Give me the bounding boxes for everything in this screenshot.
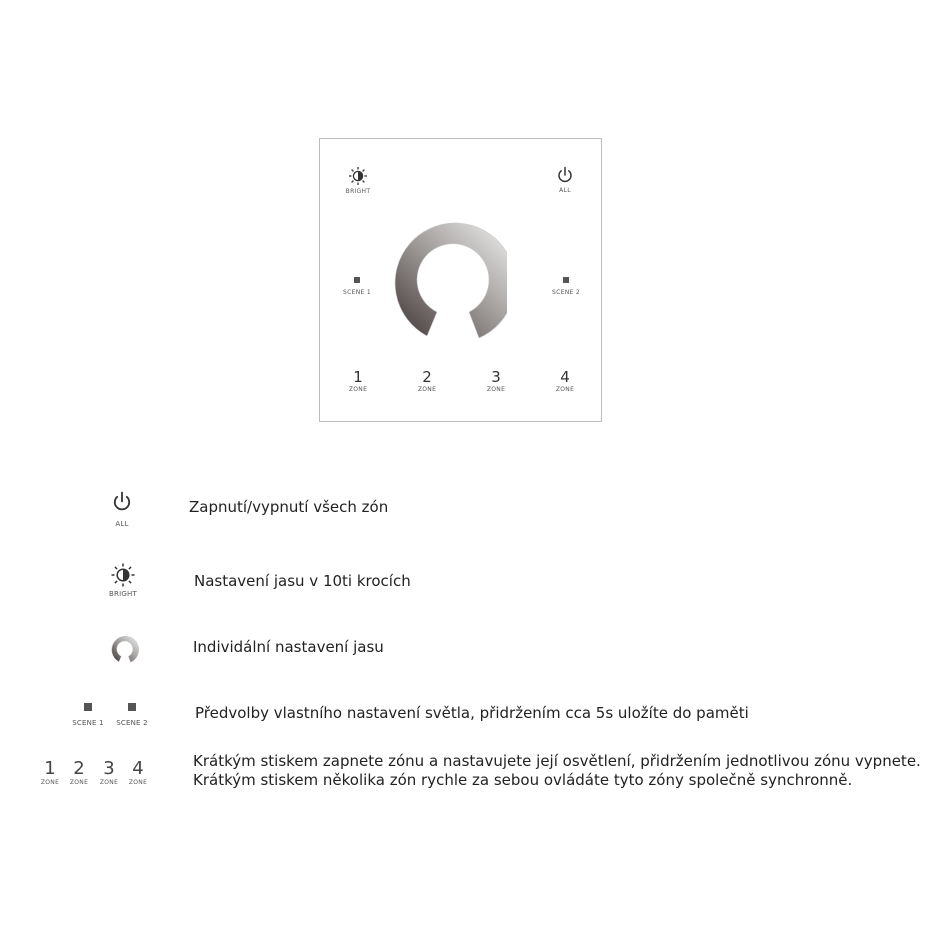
legend-scene2-square xyxy=(128,703,136,711)
legend-zone-label: ZONE xyxy=(128,779,148,786)
legend-zone-number: 1 xyxy=(44,758,56,779)
zone-label: ZONE xyxy=(417,386,437,393)
zone-button-2[interactable] xyxy=(414,368,440,393)
zone-number: 4 xyxy=(560,368,570,386)
legend-bright-label: BRIGHT xyxy=(109,590,137,598)
all-label: ALL xyxy=(559,187,571,194)
zone-button-1[interactable] xyxy=(345,368,371,393)
bright-label: BRIGHT xyxy=(345,188,371,195)
legend-zone-number: 4 xyxy=(132,758,144,779)
power-icon xyxy=(555,165,575,185)
scene1-label: SCENE 1 xyxy=(343,289,371,296)
legend-scene1-square xyxy=(84,703,92,711)
legend-zones-line1: Krátkým stiskem zapnete zónu a nastavujete její osvětlení, přidržením jednotlivou zónu vypnete. xyxy=(193,752,921,770)
legend-all-label: ALL xyxy=(115,520,129,528)
legend-zones-text xyxy=(193,752,921,790)
legend-zone-label: ZONE xyxy=(40,779,60,786)
legend-power-icon xyxy=(110,490,134,514)
brightness-icon xyxy=(346,166,370,186)
all-power-button[interactable] xyxy=(555,165,575,185)
zone-number: 2 xyxy=(422,368,432,386)
scene1-button[interactable] xyxy=(354,277,360,283)
legend-zone-2 xyxy=(67,758,91,786)
legend-scenes-text: Předvolby vlastního nastavení světla, přidržením cca 5s uložíte do paměti xyxy=(195,704,749,722)
legend-wheel-icon xyxy=(106,632,140,664)
zone-number: 1 xyxy=(353,368,363,386)
zone-button-3[interactable] xyxy=(483,368,509,393)
legend-all-text: Zapnutí/vypnutí všech zón xyxy=(189,498,389,516)
zone-button-4[interactable] xyxy=(552,368,578,393)
zone-label: ZONE xyxy=(555,386,575,393)
scene2-label: SCENE 2 xyxy=(552,289,580,296)
legend-brightness-icon xyxy=(108,562,138,588)
legend-zone-number: 3 xyxy=(103,758,115,779)
scene2-button[interactable] xyxy=(563,277,569,283)
zone-label: ZONE xyxy=(348,386,368,393)
legend-zone-3 xyxy=(97,758,121,786)
legend-zones-line2: Krátkým stiskem několika zón rychle za sebou ovládáte tyto zóny společně synchronně. xyxy=(193,771,853,789)
legend-zone-label: ZONE xyxy=(99,779,119,786)
legend-zone-label: ZONE xyxy=(69,779,89,786)
zone-label: ZONE xyxy=(486,386,506,393)
legend-zone-1 xyxy=(38,758,62,786)
legend-zone-number: 2 xyxy=(73,758,85,779)
zone-number: 3 xyxy=(491,368,501,386)
legend-wheel-text: Individální nastavení jasu xyxy=(193,638,384,656)
legend-bright-text: Nastavení jasu v 10ti krocích xyxy=(194,572,411,590)
legend-scene1-label: SCENE 1 xyxy=(72,719,104,727)
legend-scene2-label: SCENE 2 xyxy=(116,719,148,727)
legend-zone-4 xyxy=(126,758,150,786)
brightness-wheel[interactable] xyxy=(383,204,507,346)
bright-button[interactable] xyxy=(346,166,370,186)
